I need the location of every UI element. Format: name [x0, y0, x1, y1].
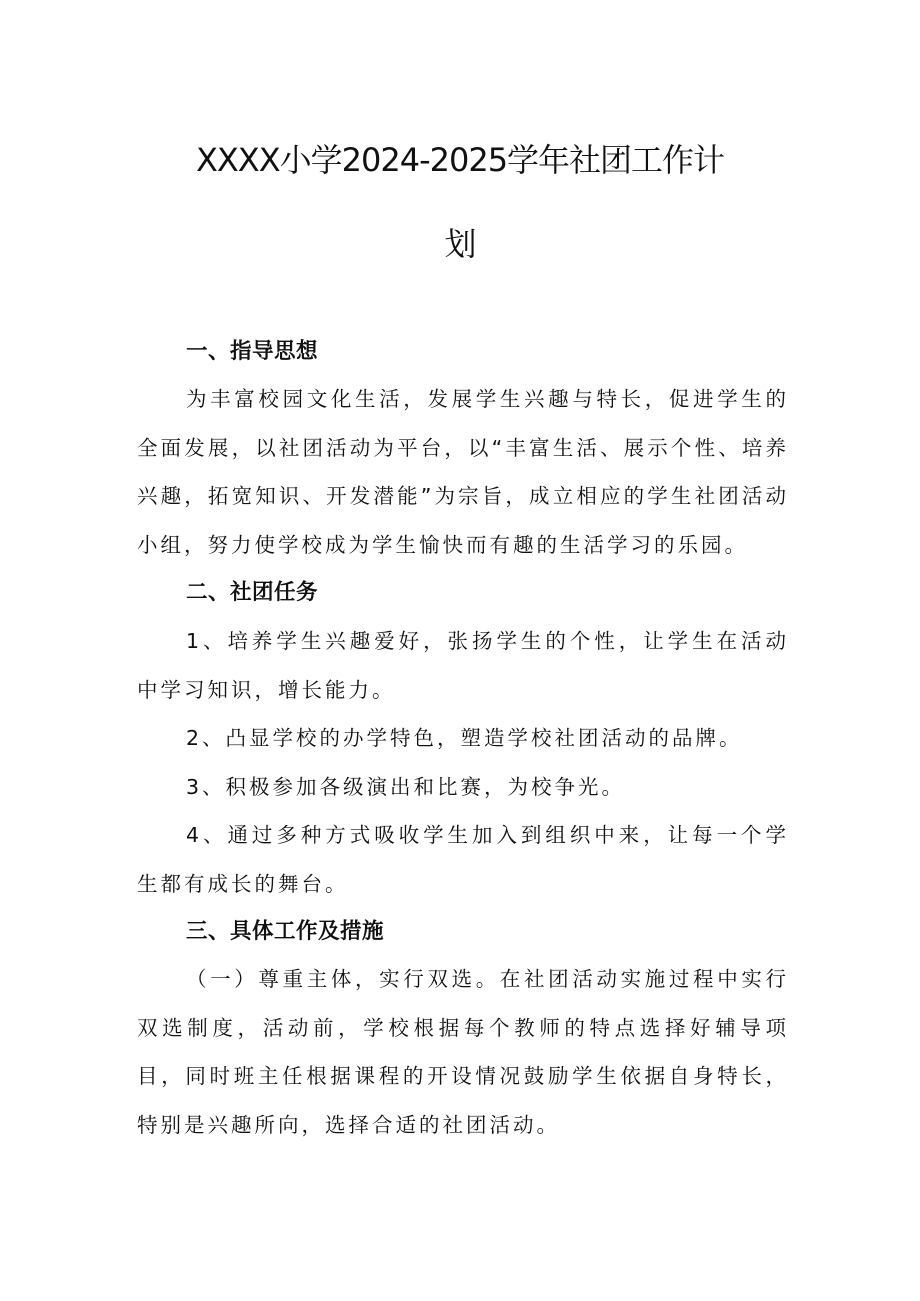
paragraph: 2、凸显学校的办学特色，塑造学校社团活动的品牌。 — [186, 726, 743, 750]
paragraph: 1、培养学生兴趣爱好，张扬学生的个性，让学生在活动中学习知识，增长能力。 — [137, 629, 789, 702]
document-title-line-2: 划 — [444, 225, 476, 263]
paragraph: 4、通过多种方式吸收学生加入到组织中来，让每一个学生都有成长的舞台。 — [137, 823, 789, 896]
paragraph: （一）尊重主体，实行双选。在社团活动实施过程中实行双选制度，活动前，学校根据每个教师的特点选择好辅导项目，同时班主任根据课程的开设情况鼓励学生依据自身特长，特别是兴趣所向，选择合适的社团活动。 — [137, 967, 789, 1137]
section-heading-guiding-ideology: 一、指导思想 — [186, 339, 319, 364]
section-heading-club-tasks: 二、社团任务 — [186, 580, 319, 605]
section-heading-specific-work: 三、具体工作及措施 — [186, 919, 385, 944]
section-body-club-tasks — [137, 617, 789, 908]
paragraph: 3、积极参加各级演出和比赛，为校争光。 — [186, 774, 626, 799]
document-title-line-1: XXXX小学2024-2025学年社团工作计 — [195, 141, 725, 179]
section-body-specific-work — [137, 955, 789, 1149]
section-body-guiding-ideology — [137, 375, 789, 569]
paragraph: 为丰富校园文化生活，发展学生兴趣与特长，促进学生的全面发展，以社团活动为平台，以“丰富生活、展示个性、培养兴趣，拓宽知识、开发潜能”为宗旨，成立相应的学生社团活动小组，努力使学校成为学生愉快而有趣的生活学习的乐园。 — [137, 387, 789, 557]
